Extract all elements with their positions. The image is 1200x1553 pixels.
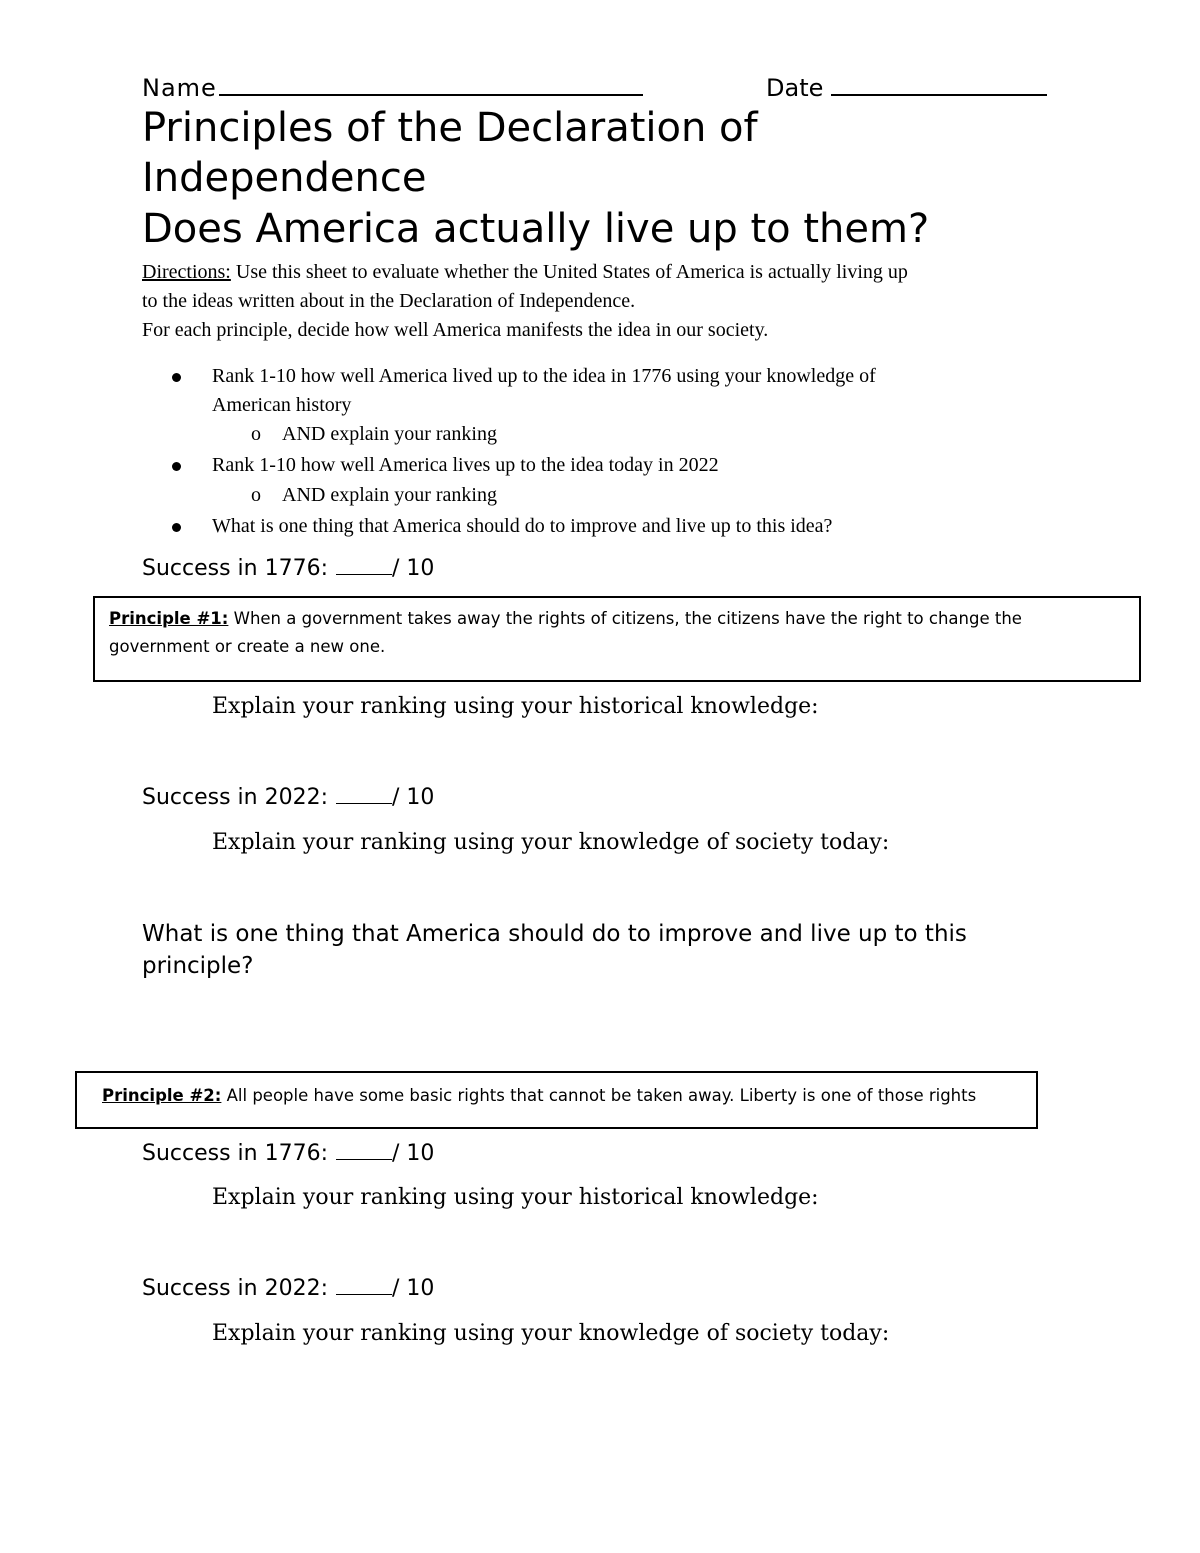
directions-text-1: Use this sheet to evaluate whether the United States of America is actually living up	[230, 261, 908, 283]
circle-bullet-icon: o	[251, 423, 261, 445]
explain-today-p2: Explain your ranking using your knowledge of society today:	[212, 1321, 890, 1346]
principle-1-text: When a government takes away the rights of citizens, the citizens have the right to change the	[228, 609, 1022, 628]
bullet-text-1-cont: American history	[212, 394, 352, 416]
success-2022-p1	[142, 785, 434, 810]
explain-historical-p1: Explain your ranking using your historical knowledge:	[212, 694, 819, 719]
bullet-icon	[172, 523, 181, 532]
sub-bullet-text-1: AND explain your ranking	[282, 423, 497, 445]
page-title-line1: Principles of the Declaration of	[142, 105, 758, 151]
score-suffix: / 10	[392, 1276, 435, 1301]
name-field	[142, 70, 643, 102]
bullet-text-1: Rank 1-10 how well America lived up to the idea in 1776 using your knowledge of	[212, 365, 876, 387]
directions-line3: For each principle, decide how well America manifests the idea in our society.	[142, 319, 769, 341]
bullet-icon	[172, 373, 181, 382]
bullet-text-2: Rank 1-10 how well America lives up to the idea today in 2022	[212, 454, 719, 476]
directions-line2: to the ideas written about in the Declaration of Independence.	[142, 290, 636, 312]
sub-bullet-text-2: AND explain your ranking	[282, 484, 497, 506]
success-1776-label: Success in 1776:	[142, 556, 329, 581]
success-1776-p2	[142, 1141, 434, 1166]
success-1776-label: Success in 1776:	[142, 1141, 329, 1166]
score-suffix: / 10	[392, 785, 435, 810]
name-blank[interactable]	[219, 70, 643, 96]
explain-today-p1: Explain your ranking using your knowledge of society today:	[212, 830, 890, 855]
score-blank[interactable]	[336, 785, 392, 804]
principle-2-text: All people have some basic rights that cannot be taken away. Liberty is one of those rights	[221, 1086, 977, 1105]
score-suffix: / 10	[392, 556, 435, 581]
principle-2-box	[75, 1071, 1038, 1129]
principle-1-line1	[109, 605, 1125, 633]
circle-bullet-icon: o	[251, 484, 261, 506]
score-suffix: / 10	[392, 1141, 435, 1166]
principle-1-box	[93, 596, 1141, 682]
score-blank[interactable]	[336, 1141, 392, 1160]
success-2022-label: Success in 2022:	[142, 785, 329, 810]
directions-label: Directions:	[142, 261, 231, 283]
bullet-icon	[172, 462, 181, 471]
success-2022-p2	[142, 1276, 434, 1301]
principle-1-line2: government or create a new one.	[109, 637, 386, 656]
score-blank[interactable]	[336, 556, 392, 575]
success-2022-label: Success in 2022:	[142, 1276, 329, 1301]
principle-2-label: Principle #2:	[102, 1086, 222, 1105]
improve-question: What is one thing that America should do to improve and live up to this principle?	[142, 921, 967, 979]
principle-1-label: Principle #1:	[109, 609, 229, 628]
date-blank[interactable]	[831, 70, 1047, 96]
name-label: Name	[142, 74, 217, 102]
date-field	[766, 70, 1047, 102]
date-label: Date	[766, 74, 824, 102]
bullet-text-3: What is one thing that America should do to improve and live up to this idea?	[212, 515, 833, 537]
page-title-line2: Independence	[142, 155, 427, 201]
score-blank[interactable]	[336, 1276, 392, 1295]
directions-line1	[142, 258, 908, 287]
success-1776-p1	[142, 556, 434, 581]
explain-historical-p2: Explain your ranking using your historical knowledge:	[212, 1185, 819, 1210]
page-subtitle: Does America actually live up to them?	[142, 206, 930, 252]
